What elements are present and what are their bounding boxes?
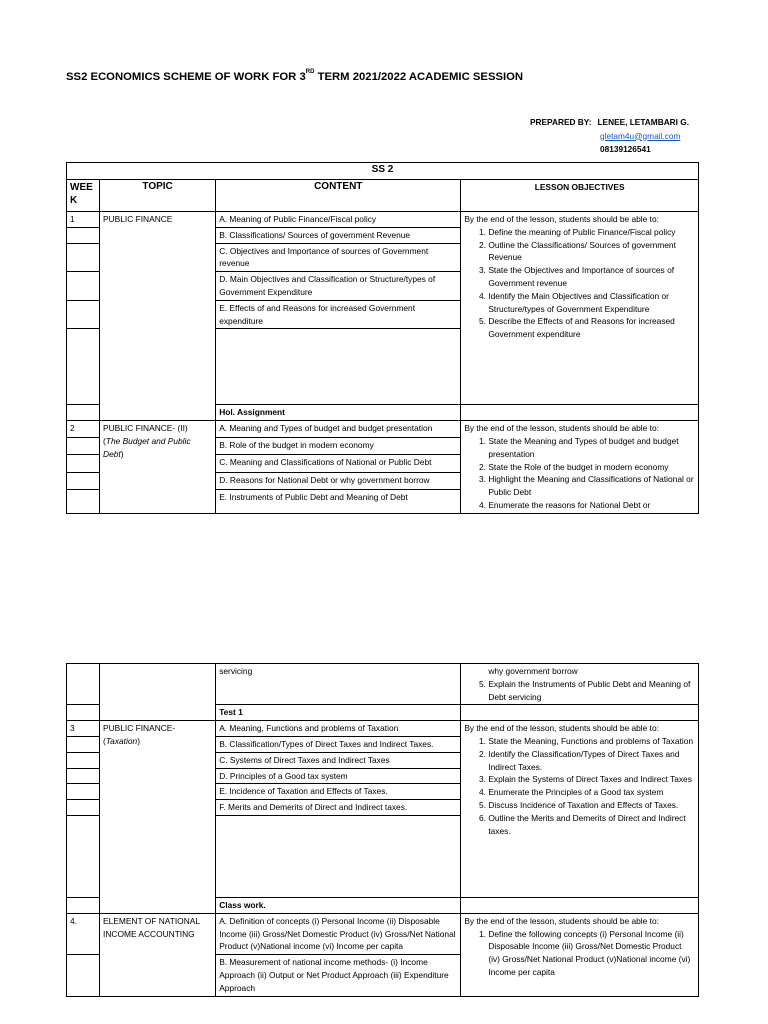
content-item: B. Classifications/ Sources of government Revenue xyxy=(216,227,461,243)
author-name: LENEE, LETAMBARI G. xyxy=(597,117,690,127)
author-phone: 08139126541 xyxy=(600,144,651,154)
week-number: 2 xyxy=(67,421,100,438)
topic-cell: ELEMENT OF NATIONAL INCOME ACCOUNTING xyxy=(100,913,216,996)
author-email-link[interactable]: gletam4u@gmail.com xyxy=(600,130,681,141)
list-item: 2. Outline the Classifications/ Sources of government Revenue xyxy=(488,239,695,265)
week-footer: Test 1 xyxy=(216,705,461,721)
table-row xyxy=(67,721,699,737)
week-number: 4. xyxy=(67,913,100,954)
scheme-table-page1 xyxy=(66,162,699,514)
class-label: SS 2 xyxy=(67,163,699,180)
header-week: WEE K xyxy=(67,180,100,212)
list-item: 5. Explain the Instruments of Public Debt and Meaning of Debt servicing xyxy=(488,678,695,704)
list-item: 1. State the Meaning and Types of budget and budget presentation xyxy=(488,435,695,461)
week-footer: Hol. Assignment xyxy=(216,405,461,421)
list-item: 3. State the Objectives and Importance of sources of Government revenue xyxy=(488,264,695,290)
content-item: A. Meaning and Types of budget and budget presentation xyxy=(216,421,461,438)
list-item: 1. Define the meaning of Public Finance/Fiscal policy xyxy=(488,226,695,239)
list-item: 6. Outline the Merits and Demerits of Direct and Indirect taxes. xyxy=(488,812,695,838)
content-item: A. Definition of concepts (i) Personal Income (ii) Disposable Income (iii) Gross/Net Domestic Product (iv) Gross/Net National Product (v)National income (vi) Income per capita xyxy=(216,913,461,954)
table-row xyxy=(67,212,699,228)
list-item: 4. Identify the Main Objectives and Classification or Structure/types of Government Expenditure xyxy=(488,290,695,316)
list-item: 3. Highlight the Meaning and Classifications of National or Public Debt xyxy=(488,473,695,499)
content-item: B. Classification/Types of Direct Taxes and Indirect Taxes. xyxy=(216,736,461,752)
objectives-cell: By the end of the lesson, students should be able to: 1. Define the meaning of Public Finance/Fiscal policy 2. Outline the Classifications/ Sources of government Revenue 3. State the Objectives and Importance of sources of Government revenue 4. Identify the Main Objectives and Classification or Structure/types of Government Expenditure 5. Describe the Effects of and Reasons for increased Government expenditure xyxy=(461,212,699,405)
content-item: E. Incidence of Taxation and Effects of Taxes. xyxy=(216,784,461,800)
content-item: A. Meaning, Functions and problems of Taxation xyxy=(216,721,461,737)
objectives-cell: By the end of the lesson, students should be able to: 1. Define the following concepts (i) Personal Income (ii) Disposable Income (iii) Gross/Net Domestic Product (iv) Gross/Net National Product (v)National income (vi) Income per capita xyxy=(461,913,699,996)
content-item: A. Meaning of Public Finance/Fiscal policy xyxy=(216,212,461,228)
objectives-cell: By the end of the lesson, students should be able to: 1. State the Meaning and Types of budget and budget presentation 2. State the Role of the budget in modern economy 3. Highlight the Meaning and Classifications of National or Public Debt 4. Enumerate the reasons for National Debt or xyxy=(461,421,699,514)
list-item: 5. Discuss Incidence of Taxation and Effects of Taxes. xyxy=(488,799,695,812)
content-item: B. Measurement of national income methods- (i) Income Approach (ii) Output or Net Product Approach (iii) Expenditure Approach xyxy=(216,955,461,996)
list-item: 4. Enumerate the Principles of a Good tax system xyxy=(488,786,695,799)
header-content: CONTENT xyxy=(216,180,461,212)
content-item: C. Objectives and Importance of sources of Government revenue xyxy=(216,243,461,272)
content-item: B. Role of the budget in modern economy xyxy=(216,438,461,455)
content-item: servicing xyxy=(216,664,461,705)
content-item: D. Reasons for National Debt or why government borrow xyxy=(216,472,461,489)
list-item: 2. State the Role of the budget in modern economy xyxy=(488,461,695,474)
scheme-table-page2 xyxy=(66,663,699,997)
list-item: 5. Describe the Effects of and Reasons for increased Government expenditure xyxy=(488,315,695,341)
header-objectives: LESSON OBJECTIVES xyxy=(461,180,699,212)
content-item: C. Meaning and Classifications of National or Public Debt xyxy=(216,455,461,472)
document-title: SS2 ECONOMICS SCHEME OF WORK FOR 3RD TERM 2021/2022 ACADEMIC SESSION xyxy=(66,69,524,83)
topic-cell: PUBLIC FINANCE- (Taxation) xyxy=(100,721,216,914)
content-item: C. Systems of Direct Taxes and Indirect Taxes xyxy=(216,752,461,768)
topic-cell: PUBLIC FINANCE- (II) (The Budget and Public Debt) xyxy=(100,421,216,514)
list-item: 2. Identify the Classification/Types of Direct Taxes and Indirect Taxes. xyxy=(488,748,695,774)
week-number: 3 xyxy=(67,721,100,737)
content-item: E. Instruments of Public Debt and Meaning of Debt xyxy=(216,489,461,513)
topic-cell: PUBLIC FINANCE xyxy=(100,212,216,421)
objectives-cell: By the end of the lesson, students should be able to: 1. State the Meaning, Functions and problems of Taxation 2. Identify the Classification/Types of Direct Taxes and Indirect Taxes. 3. Explain the Systems of Direct Taxes and Indirect Taxes 4. Enumerate the Principles of a Good tax system 5. Discuss Incidence of Taxation and Effects of Taxes. 6. Outline the Merits and Demerits of Direct and Indirect taxes. xyxy=(461,721,699,898)
list-item: 1. State the Meaning, Functions and problems of Taxation xyxy=(488,735,695,748)
header-topic: TOPIC xyxy=(100,180,216,212)
list-item: 3. Explain the Systems of Direct Taxes and Indirect Taxes xyxy=(488,773,695,786)
prepared-by-label: PREPARED BY: xyxy=(530,117,592,127)
week-number: 1 xyxy=(67,212,100,228)
objectives-cell: why government borrow 5. Explain the Instruments of Public Debt and Meaning of Debt servicing xyxy=(461,664,699,705)
content-item: E. Effects of and Reasons for increased Government expenditure xyxy=(216,300,461,329)
content-item: D. Main Objectives and Classification or Structure/types of Government Expenditure xyxy=(216,272,461,301)
week-footer: Class work. xyxy=(216,897,461,913)
content-item: D. Principles of a Good tax system xyxy=(216,768,461,784)
prepared-by-block xyxy=(530,116,695,157)
content-item: F. Merits and Demerits of Direct and Indirect taxes. xyxy=(216,800,461,816)
table-row xyxy=(67,913,699,954)
list-item: 1. Define the following concepts (i) Personal Income (ii) Disposable Income (iii) Gross/Net Domestic Product (iv) Gross/Net National Product (v)National income (vi) Income per capita xyxy=(488,928,695,979)
table-row xyxy=(67,421,699,438)
table-row xyxy=(67,664,699,705)
list-item: 4. Enumerate the reasons for National Debt or xyxy=(488,499,695,512)
